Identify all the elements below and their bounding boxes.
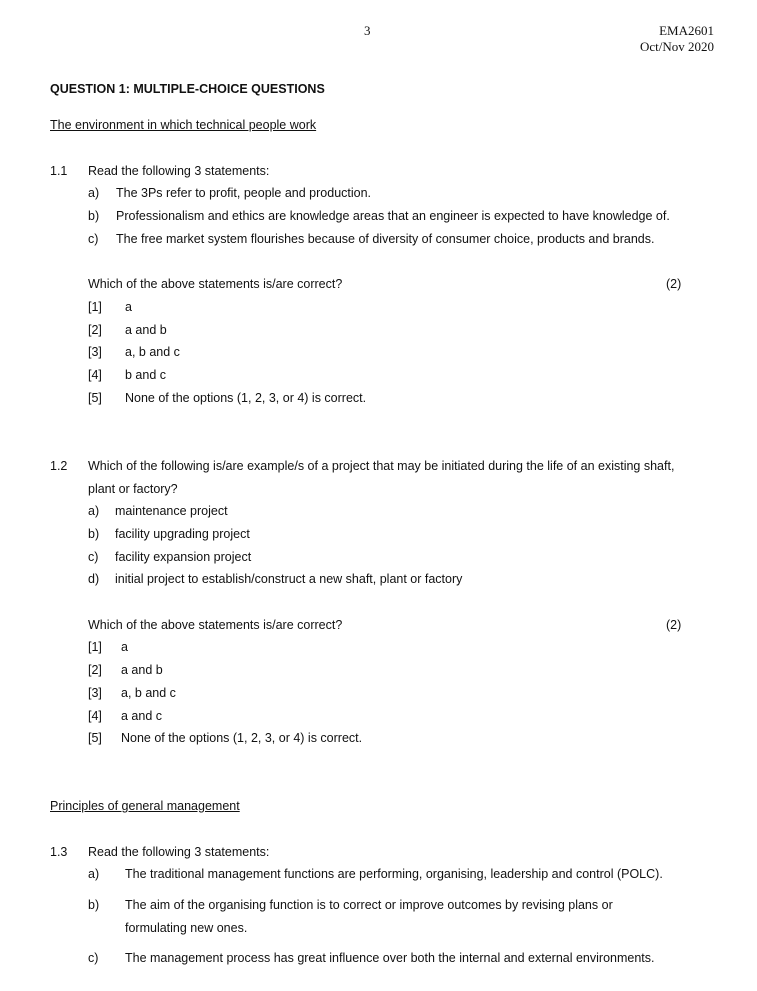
statement-text: The free market system flourishes because of diversity of consumer choice, products and brands. bbox=[116, 232, 655, 246]
option-label: [5] bbox=[88, 731, 102, 745]
statement-label: b) bbox=[88, 209, 100, 223]
option-text: a bbox=[121, 640, 128, 654]
question-number: 1.3 bbox=[50, 845, 68, 859]
statement-text: facility expansion project bbox=[115, 550, 252, 564]
option-text: a, b and c bbox=[125, 345, 180, 359]
option-label: [5] bbox=[88, 391, 102, 405]
option-text: None of the options (1, 2, 3, or 4) is correct. bbox=[125, 391, 367, 405]
statement-label: c) bbox=[88, 232, 99, 246]
statement-label: a) bbox=[88, 504, 100, 518]
option-label: [3] bbox=[88, 345, 102, 359]
option-text: None of the options (1, 2, 3, or 4) is correct. bbox=[121, 731, 363, 745]
course-code: EMA2601 bbox=[659, 23, 714, 38]
option-text: a and b bbox=[121, 663, 163, 677]
question-text: Which of the above statements is/are correct? bbox=[88, 277, 343, 291]
statement-text: The traditional management functions are performing, organising, leadership and control (POLC). bbox=[125, 867, 663, 881]
question-number: 1.1 bbox=[50, 164, 68, 178]
statement-text-continued: formulating new ones. bbox=[125, 921, 248, 935]
statement-text: initial project to establish/construct a new shaft, plant or factory bbox=[115, 572, 463, 586]
option-label: [4] bbox=[88, 368, 102, 382]
statement-text: facility upgrading project bbox=[115, 527, 250, 541]
question-text: Which of the above statements is/are correct? bbox=[88, 618, 343, 632]
marks: (2) bbox=[666, 618, 682, 632]
statement-label: a) bbox=[88, 867, 100, 881]
statement-label: c) bbox=[88, 951, 99, 965]
statement-label: d) bbox=[88, 572, 100, 586]
statement-text: The management process has great influence over both the internal and external environments. bbox=[125, 951, 655, 965]
question-prompt: Read the following 3 statements: bbox=[88, 164, 270, 178]
statement-text: Professionalism and ethics are knowledge areas that an engineer is expected to have knowledge of. bbox=[116, 209, 670, 223]
option-label: [2] bbox=[88, 663, 102, 677]
question-title: QUESTION 1: MULTIPLE-CHOICE QUESTIONS bbox=[50, 82, 325, 96]
option-label: [3] bbox=[88, 686, 102, 700]
statement-text: maintenance project bbox=[115, 504, 228, 518]
option-label: [1] bbox=[88, 640, 102, 654]
option-text: b and c bbox=[125, 368, 167, 382]
option-text: a bbox=[125, 300, 132, 314]
section-title: The environment in which technical people work bbox=[50, 118, 317, 132]
option-label: [2] bbox=[88, 323, 102, 337]
option-text: a and b bbox=[125, 323, 167, 337]
question-number: 1.2 bbox=[50, 459, 68, 473]
question-prompt: Which of the following is/are example/s of a project that may be initiated during the life of an existing shaft, bbox=[88, 459, 675, 473]
statement-label: c) bbox=[88, 550, 99, 564]
statement-label: b) bbox=[88, 527, 100, 541]
statement-text: The aim of the organising function is to correct or improve outcomes by revising plans or bbox=[125, 898, 613, 912]
option-label: [1] bbox=[88, 300, 102, 314]
question-prompt: Read the following 3 statements: bbox=[88, 845, 270, 859]
marks: (2) bbox=[666, 277, 682, 291]
option-label: [4] bbox=[88, 709, 102, 723]
exam-date: Oct/Nov 2020 bbox=[639, 39, 714, 54]
question-prompt-continued: plant or factory? bbox=[88, 482, 178, 496]
option-text: a and c bbox=[121, 709, 163, 723]
page-number: 3 bbox=[364, 23, 371, 38]
statement-label: a) bbox=[88, 186, 100, 200]
statement-text: The 3Ps refer to profit, people and production. bbox=[116, 186, 372, 200]
section-title: Principles of general management bbox=[50, 799, 240, 813]
statement-label: b) bbox=[88, 898, 100, 912]
option-text: a, b and c bbox=[121, 686, 176, 700]
